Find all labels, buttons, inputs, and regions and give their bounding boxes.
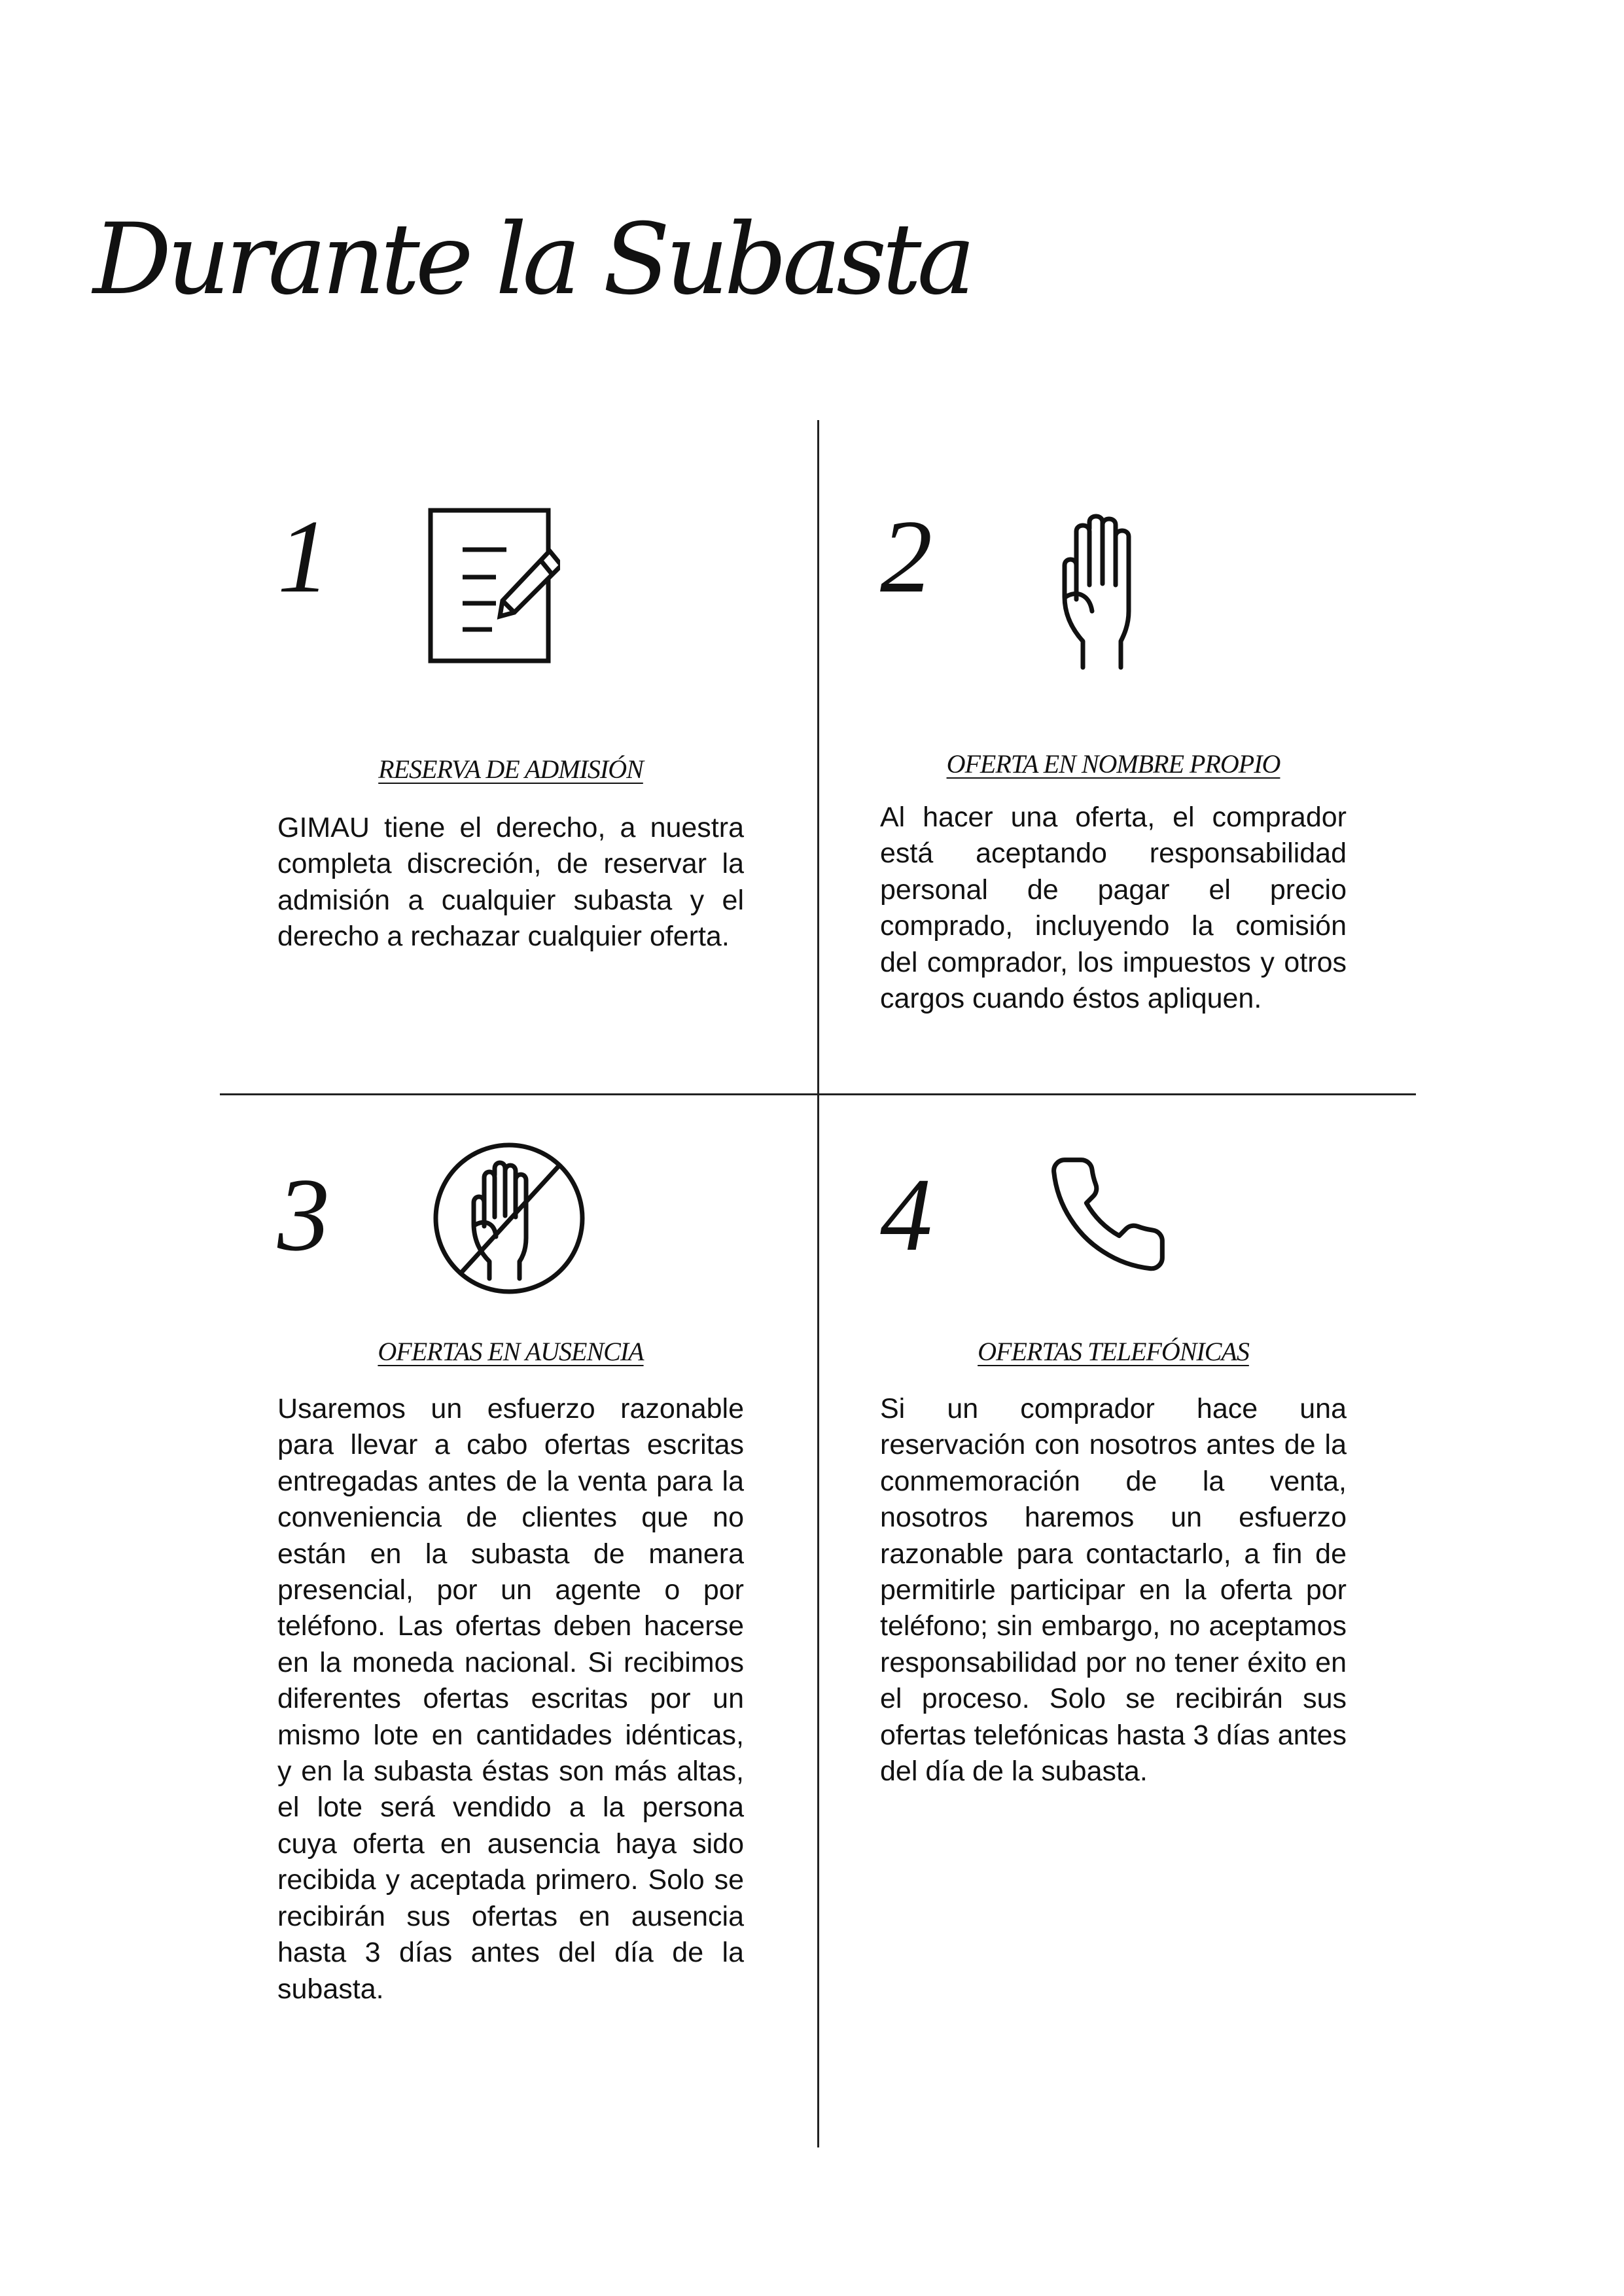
section-heading: OFERTAS TELEFÓNICAS bbox=[978, 1337, 1249, 1366]
section-text: Usaremos un esfuerzo razonable para llevar a cabo ofertas escritas entregadas antes de la venta para la conveniencia de clientes que no están en la subasta de manera presencial, por un agente o por teléfono. Las ofertas deben hacerse en la moneda nacional. Si recibimos diferentes ofertas escritas por un mismo lote en cantidades idénticas, y en la subasta éstas son más altas, el lote será vendido a la persona cuya oferta en ausencia haya sido recibida y aceptada primero. Solo se recibirán sus ofertas en ausencia hasta 3 días antes del día de la subasta. bbox=[277, 1393, 744, 2005]
section-number: 2 bbox=[880, 498, 932, 614]
telephone-icon bbox=[1042, 1149, 1173, 1280]
section-number: 3 bbox=[277, 1156, 330, 1273]
no-hand-icon bbox=[431, 1140, 588, 1297]
page-title: Durante la Subasta bbox=[93, 203, 971, 317]
section-number: 1 bbox=[277, 498, 330, 614]
horizontal-divider bbox=[220, 1093, 1416, 1095]
document-pencil-icon bbox=[427, 505, 560, 666]
section-text: GIMAU tiene el derecho, a nuestra completa discreción, de reservar la admisión a cualquier subasta y el derecho a rechazar cualquier oferta. bbox=[277, 812, 744, 953]
section-number: 4 bbox=[880, 1156, 932, 1273]
raised-hand-icon bbox=[1057, 513, 1155, 670]
section-heading: OFERTA EN NOMBRE PROPIO bbox=[946, 749, 1280, 779]
section-heading: OFERTAS EN AUSENCIA bbox=[378, 1337, 644, 1366]
section-text: Al hacer una oferta, el comprador está aceptando responsabilidad personal de pagar el precio comprado, incluyendo la comisión del comprador, los impuestos y otros cargos cuando éstos apliquen. bbox=[880, 802, 1347, 1015]
vertical-divider bbox=[817, 420, 819, 2147]
section-text: Si un comprador hace una reservación con nosotros antes de la conmemoración de la venta, nosotros haremos un esfuerzo razonable para contactarlo, a fin de permitirle participar en la oferta por teléfono; sin embargo, no aceptamos responsabilidad por no tener éxito en el proceso. Solo se recibirán sus ofertas telefónicas hasta 3 días antes del día de la subasta. bbox=[880, 1393, 1347, 1788]
section-heading: RESERVA DE ADMISIÓN bbox=[378, 754, 643, 784]
